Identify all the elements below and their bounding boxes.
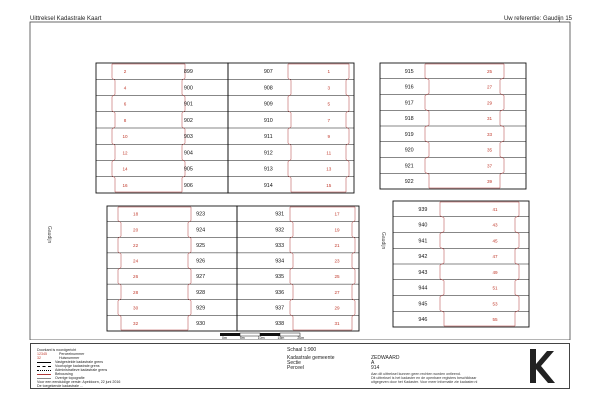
house-number: 21 <box>334 242 340 248</box>
house-number: 53 <box>492 301 498 307</box>
block-br <box>393 201 529 327</box>
house-number: 4 <box>123 85 127 91</box>
house-number: 22 <box>133 242 139 248</box>
parcel-number: 917 <box>404 100 414 107</box>
house-number: 33 <box>486 131 493 137</box>
parcel-number: 935 <box>275 274 285 281</box>
house-number: 49 <box>492 269 498 275</box>
scale-text: Schaal 1:900 <box>287 347 317 353</box>
house-number: 29 <box>334 305 340 311</box>
parcel-number: 914 <box>263 182 273 189</box>
house-number: 47 <box>492 254 498 260</box>
parcel-number: 902 <box>183 117 193 124</box>
legend-item-topo: Overige topografie <box>37 376 85 380</box>
parcel-number: 923 <box>196 211 206 218</box>
house-number: 31 <box>334 321 340 327</box>
house-number: 35 <box>486 147 493 153</box>
parcel-number: 912 <box>263 150 273 157</box>
legend-sample-house: 32 <box>37 356 41 360</box>
parcel-number: 931 <box>275 211 285 218</box>
house-number: 25 <box>486 68 493 74</box>
scale-label-3: 15m <box>277 336 285 340</box>
house-number: 16 <box>122 182 128 188</box>
house-number: 14 <box>122 166 128 172</box>
parcel-number: 922 <box>404 179 414 186</box>
parcel-number: 934 <box>275 258 285 265</box>
house-number: 28 <box>133 289 139 295</box>
parcel-number: 913 <box>263 166 273 173</box>
parcel-number: 938 <box>275 321 285 328</box>
parcel-number: 925 <box>196 242 206 249</box>
parcel-number: 903 <box>183 134 193 141</box>
parcel-number: 911 <box>264 134 273 141</box>
gemeente-label: Kadastrale gemeente <box>287 355 335 361</box>
house-number: 26 <box>133 274 139 280</box>
house-number: 13 <box>326 166 332 172</box>
parcel-number: 933 <box>275 242 285 249</box>
parcel-number: 901 <box>183 101 193 108</box>
house-number: 12 <box>122 150 128 156</box>
parcel-number: 919 <box>404 131 414 138</box>
house-number: 3 <box>327 85 331 91</box>
house-number: 32 <box>133 321 139 327</box>
house-number: 9 <box>327 134 331 140</box>
parcel-number: 908 <box>263 85 273 92</box>
scale-label-4: 20m <box>297 336 305 340</box>
house-number: 27 <box>486 84 493 90</box>
parcel-number: 946 <box>418 317 428 324</box>
house-number: 30 <box>133 305 139 311</box>
parcel-number: 936 <box>275 289 285 296</box>
legend-sample-parcel: 12345 <box>37 352 47 356</box>
parcel-number: 943 <box>418 269 428 276</box>
house-number: 27 <box>334 289 340 295</box>
parcel-number: 918 <box>404 116 414 123</box>
legend-item-north: Doorkant is noordgericht <box>37 348 77 352</box>
parcel-number: 907 <box>263 69 273 76</box>
parcel-number: 900 <box>183 85 193 92</box>
parcel-number: 930 <box>196 321 206 328</box>
parcel-number: 926 <box>196 258 206 265</box>
street-label-gaudijn-left: Gaudijn <box>46 226 52 244</box>
house-number: 23 <box>334 258 340 264</box>
scale-label-0: 0m <box>222 336 227 340</box>
sectie-label: Sectie <box>287 360 301 366</box>
block-bl_left <box>107 206 237 331</box>
parcel-number: 905 <box>183 166 193 173</box>
legend-list <box>33 346 303 386</box>
legend-item-provisional: Voorlopige kadastrale grens <box>37 364 100 368</box>
street-label-gaudijn-right: Gaudijn <box>380 232 386 250</box>
house-number: 51 <box>492 285 498 291</box>
house-number: 18 <box>133 211 139 217</box>
legend-item-date: Voor een eenduidige versie: Apeldoorn, 22 juni 2016 <box>37 380 121 384</box>
house-number: 15 <box>326 182 332 188</box>
house-number: 11 <box>326 150 332 156</box>
note-line-2: Dit uittreksel is het kadaster en de openbare registers beschikbaar <box>371 376 477 380</box>
block-bl_right <box>237 206 359 331</box>
parcel-number: 909 <box>263 101 273 108</box>
parcel-number: 944 <box>418 285 428 292</box>
house-number: 19 <box>334 227 340 233</box>
parcel-number: 940 <box>418 222 428 229</box>
house-number: 41 <box>492 206 498 212</box>
kadaster-logo <box>526 347 556 385</box>
house-number: 24 <box>133 258 139 264</box>
parcel-number: 910 <box>263 117 273 124</box>
parcel-number: 945 <box>418 301 428 308</box>
house-number: 43 <box>492 222 498 228</box>
parcel-number: 932 <box>275 227 285 234</box>
house-number: 29 <box>486 100 493 106</box>
house-number: 31 <box>486 116 493 122</box>
legend-item-footer: De toegekende kadastrale ... <box>37 384 83 388</box>
parcel-number: 904 <box>183 150 193 157</box>
house-number: 45 <box>492 238 498 244</box>
house-number: 37 <box>486 163 493 169</box>
parcel-number: 939 <box>418 206 428 213</box>
house-number: 55 <box>492 317 498 323</box>
note-line-1: Aan dit uittreksel kunnen geen rechten worden ontleend. <box>371 372 461 376</box>
house-number: 25 <box>334 274 340 280</box>
scale-label-2: 10m <box>257 336 265 340</box>
block-tl_right <box>228 63 354 193</box>
reference-label: Uw referentie: Gaudijn 15 <box>503 16 572 22</box>
legend-item-admin: Administratieve kadastrale grens <box>37 368 107 372</box>
parcel-number: 921 <box>404 163 414 170</box>
parcel-number: 920 <box>404 147 414 154</box>
legend-item-building: Bebouwing <box>37 372 73 376</box>
legend-item-house: 32 Huisnummer <box>37 356 80 360</box>
perceel-value: 914 <box>371 365 380 371</box>
house-number: 1 <box>327 69 331 75</box>
parcel-number: 915 <box>404 68 414 75</box>
house-number: 17 <box>334 211 340 217</box>
parcel-number: 928 <box>196 289 206 296</box>
house-number: 5 <box>327 101 331 107</box>
house-number: 10 <box>122 134 128 140</box>
parcel-number: 924 <box>196 227 206 234</box>
scale-label-1: 5m <box>239 336 245 340</box>
parcel-number: 916 <box>404 84 414 91</box>
house-number: 8 <box>123 117 127 123</box>
parcel-number: 927 <box>196 274 206 281</box>
parcel-number: 941 <box>418 238 428 245</box>
parcel-number: 929 <box>196 305 206 312</box>
legend-panel <box>30 343 570 389</box>
legend-item-parcel: 12345 Perceelnummer <box>37 352 85 356</box>
house-number: 7 <box>327 117 331 123</box>
parcel-number: 899 <box>183 69 193 76</box>
gemeente-value: ZEDWAARD <box>371 355 400 361</box>
house-number: 2 <box>123 69 127 75</box>
house-number: 20 <box>133 227 139 233</box>
parcel-number: 906 <box>183 182 193 189</box>
note-line-3: uitgegeven door het Kadaster. Voor meer informatie zie kadaster.nl <box>371 380 478 384</box>
scale-bar-labels <box>222 336 304 340</box>
parcel-number: 942 <box>418 254 428 261</box>
block-tr <box>380 63 526 189</box>
map-title: Uittreksel Kadastrale Kaart <box>30 16 102 22</box>
sectie-value: A <box>371 360 375 366</box>
perceel-label: Perceel <box>287 365 304 371</box>
parcel-number: 937 <box>275 305 285 312</box>
house-number: 39 <box>486 179 493 185</box>
legend-item-fixed: Vastgestelde kadastrale grens <box>37 360 103 364</box>
block-tl_left <box>96 63 228 193</box>
house-number: 6 <box>123 101 127 107</box>
